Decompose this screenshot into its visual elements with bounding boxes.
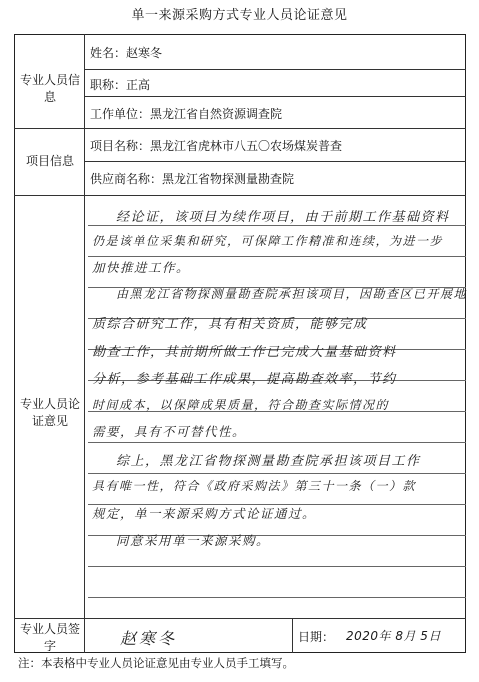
opinion-label: 专业人员论证意见 (20, 397, 81, 428)
project-info-label: 项目信息 (25, 154, 74, 168)
opinion-line: 勘查工作，其前期所做工作已完成大量基础资料 (92, 345, 397, 360)
signature-divider (292, 618, 293, 653)
opinion-line: 综上，黑龙江省物探测量勘查院承担该项目工作 (116, 454, 421, 469)
expert-info-label: 专业人员信息 (20, 73, 81, 104)
row-divider (84, 69, 466, 70)
date-label: 日期： (298, 630, 335, 644)
ruled-line (88, 442, 466, 443)
project-name: 项目名称：黑龙江省虎林市八五〇农场煤炭普查 (90, 139, 343, 153)
ruled-line (88, 566, 466, 567)
opinion-line: 分析，参考基础工作成果，提高勘查效率，节约 (92, 372, 397, 387)
ruled-line (88, 597, 466, 598)
ruled-line (88, 225, 466, 226)
date-value: 2020年 8月 5日 (346, 629, 441, 643)
expert-title: 职称：正高 (90, 78, 151, 92)
opinion-line: 仍是该单位采集和研究，可保障工作精准和连续，为进一步 (92, 234, 444, 248)
column-divider (84, 34, 85, 653)
signature-label: 专业人员签字 (20, 622, 81, 653)
expert-name: 姓名：赵寒冬 (90, 46, 163, 60)
opinion-line: 加快推进工作。 (92, 260, 191, 275)
opinion-line: 规定，单一来源采购方式论证通过。 (92, 506, 317, 521)
opinion-line: 时间成本，以保障成果质量，符合勘查实际情况的 (92, 398, 390, 412)
form-title: 单一来源采购方式专业人员论证意见 (131, 8, 348, 23)
section-divider (14, 128, 466, 129)
expert-signature: 赵寒冬 (120, 629, 178, 648)
section-divider (14, 618, 466, 619)
opinion-line: 质综合研究工作，具有相关资质，能够完成 (92, 317, 368, 332)
opinion-line: 经论证，该项目为续作项目，由于前期工作基础资料 (116, 210, 450, 225)
opinion-line: 需要，具有不可替代性。 (92, 424, 247, 439)
ruled-line (88, 256, 466, 257)
row-divider (84, 161, 466, 162)
expert-employer: 工作单位：黑龙江省自然资源调查院 (90, 107, 283, 121)
supplier-name: 供应商名称：黑龙江省物探测量勘查院 (90, 172, 295, 186)
opinion-line: 同意采用单一来源采购。 (116, 533, 271, 548)
row-divider (84, 96, 466, 97)
section-divider (14, 195, 466, 196)
ruled-line (88, 473, 466, 474)
footnote: 注：本表格中专业人员论证意见由专业人员手工填写。 (18, 656, 294, 670)
opinion-line: 由黑龙江省物探测量勘查院承担该项目，因勘查区已开展地 (116, 287, 468, 301)
opinion-line: 具有唯一性，符合《政府采购法》第三十一条（一）款 (92, 479, 417, 493)
